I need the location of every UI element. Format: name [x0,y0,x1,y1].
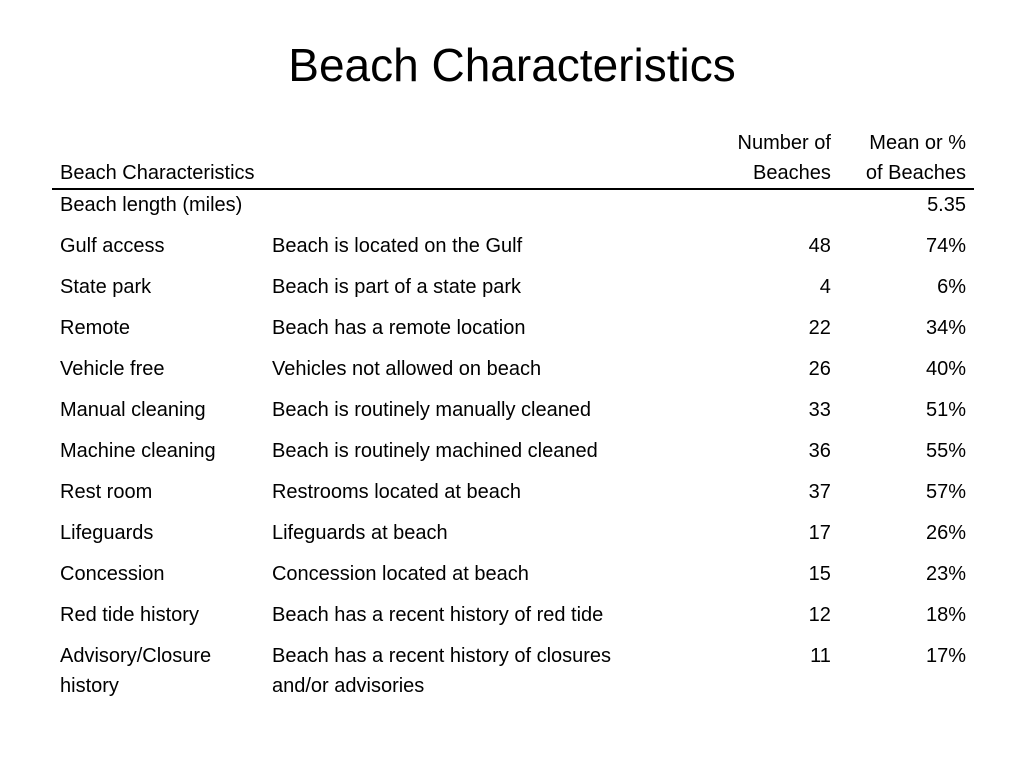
row-count: 11 [810,645,831,667]
row-description: Restrooms located at beach [271,481,522,503]
row-percent: 40% [925,358,966,380]
header-number-line2: Beaches [753,162,831,184]
row-count: 22 [808,317,831,339]
row-name: Rest room [60,481,153,503]
table-row [52,475,974,516]
row-description: Beach is located on the Gulf [271,235,523,257]
row-name: Vehicle free [60,358,165,380]
row-description: Vehicles not allowed on beach [271,358,542,380]
row-count: 4 [819,276,831,298]
table-row [52,557,974,598]
table-row [52,189,974,229]
row-description: Beach is part of a state park [271,276,522,298]
table-row [52,229,974,270]
row-name: Red tide history [60,604,199,626]
table-row [52,516,974,557]
row-name: Concession [60,563,165,585]
row-count: 33 [808,399,831,421]
table-row [52,352,974,393]
row-description: Lifeguards at beach [271,522,448,544]
row-name: State park [60,276,152,298]
row-percent: 18% [925,604,966,626]
row-count: 37 [808,481,831,503]
beach-length-label: Beach length (miles) [60,194,243,216]
row-description: Beach has a recent history of red tide [271,604,604,626]
row-name: Machine cleaning [60,440,216,462]
header-mean-or-percent [839,128,974,189]
beach-characteristics-table [52,128,974,710]
table-header [52,128,974,189]
row-name-line1: Advisory/Closure [60,645,212,667]
header-number-of-beaches [711,128,839,189]
row-name: Gulf access [60,235,165,257]
beach-length-value: 5.35 [927,194,966,216]
header-number-line1: Number of [737,132,831,154]
row-description: Concession located at beach [271,563,529,585]
row-percent: 51% [925,399,966,421]
row-percent: 17% [925,645,966,667]
table-body [52,189,974,710]
row-count: 36 [808,440,831,462]
table-row [52,598,974,639]
row-count: 15 [808,563,831,585]
table-row [52,393,974,434]
row-name: Lifeguards [60,522,154,544]
row-percent: 55% [925,440,966,462]
row-description: Beach has a remote location [271,317,526,339]
slide-title: Beach Characteristics [288,39,736,91]
header-beach-characteristics: Beach Characteristics [52,128,711,189]
header-mean-line2: of Beaches [865,162,966,184]
header-mean-line1: Mean or % [869,132,966,154]
row-count: 17 [808,522,831,544]
row-percent: 57% [925,481,966,503]
row-description [264,639,711,710]
table-row [52,639,974,710]
row-description: Beach is routinely machined cleaned [271,440,598,462]
row-percent: 26% [925,522,966,544]
row-percent: 6% [937,276,966,298]
row-percent: 34% [925,317,966,339]
table-row [52,270,974,311]
header-row [52,128,974,189]
row-description: Beach is routinely manually cleaned [271,399,592,421]
table-row [52,434,974,475]
row-name: Manual cleaning [60,399,206,421]
row-name: Remote [60,317,131,339]
row-name-line2: history [60,675,119,697]
row-count: 26 [808,358,831,380]
row-name [52,639,264,710]
row-percent: 74% [925,235,966,257]
table-row [52,311,974,352]
row-count: 12 [808,604,831,626]
beach-characteristics-table-container [52,128,974,710]
row-count: 48 [808,235,831,257]
row-description-line2: and/or advisories [271,675,425,697]
row-description-line1: Beach has a recent history of closures [271,645,612,667]
row-percent: 23% [925,563,966,585]
beach-length-count [711,189,839,229]
